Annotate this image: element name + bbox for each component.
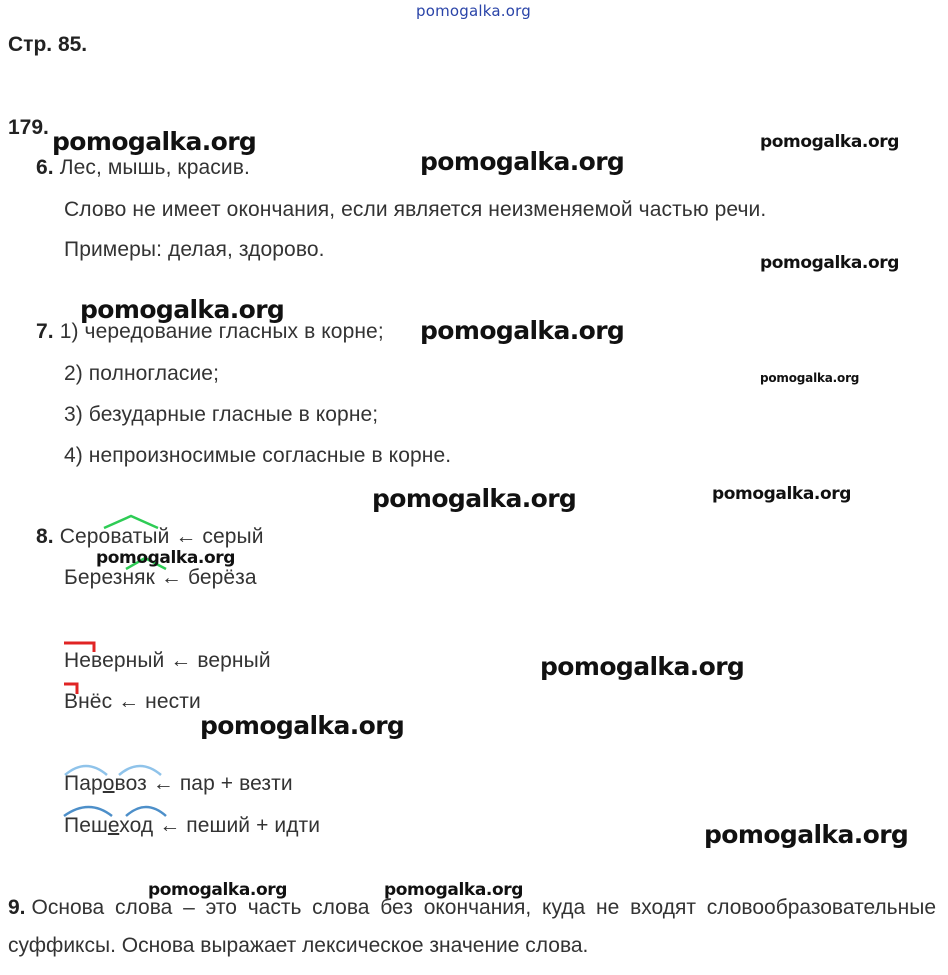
derived-word: Пешеход	[64, 814, 154, 837]
source-word: берёза	[187, 566, 257, 589]
watermark: pomogalka.org	[712, 484, 851, 504]
item-7-text-1: 1) чередование гласных в корне;	[59, 320, 384, 343]
watermark: pomogalka.org	[148, 880, 287, 900]
item-7-line-2: 2) полногласие;	[64, 362, 220, 385]
item-7-line-4: 4) непроизносимые согласные в корне.	[64, 444, 452, 467]
arrow-left: ←	[175, 525, 197, 548]
source-word: пар + везти	[179, 772, 293, 795]
item-6-number: 6.	[36, 156, 54, 179]
arrow-left: ←	[159, 814, 181, 837]
connecting-vowel: е	[107, 814, 120, 837]
item-6-line-2: Слово не имеет окончания, если является неизменяемой частью речи.	[64, 198, 767, 221]
watermark: pomogalka.org	[420, 147, 625, 176]
item-8-row-6	[64, 814, 320, 838]
item-6-text-1: Лес, мышь, красив.	[59, 156, 250, 179]
derived-word: Неверный	[64, 649, 165, 672]
arrow-left: ←	[170, 649, 192, 672]
exercise-number: 179.	[8, 116, 49, 139]
watermark: pomogalka.org	[372, 484, 577, 513]
item-8-row-5	[64, 772, 293, 796]
item-9-text: Основа слова – это часть слова без окончания, куда не входят словообразовательные суффиксы. Основа выражает лексическое значение слова.	[8, 896, 936, 957]
item-8-row-3	[64, 649, 271, 673]
item-7-number: 7.	[36, 320, 54, 343]
watermark: pomogalka.org	[80, 295, 285, 324]
watermark: pomogalka.org	[760, 132, 899, 152]
source-word: серый	[202, 525, 264, 548]
derived-word: Сероватый	[59, 525, 170, 548]
item-8-row-4	[64, 690, 201, 714]
arrow-left: ←	[118, 690, 140, 713]
item-6-line-3: Примеры: делая, здорово.	[64, 238, 325, 261]
connecting-vowel: о	[102, 772, 115, 795]
watermark: pomogalka.org	[52, 127, 257, 156]
page-heading: Стр. 85.	[8, 33, 88, 56]
item-9-paragraph	[8, 889, 936, 965]
watermark: pomogalka.org	[704, 820, 909, 849]
watermark-top: pomogalka.org	[416, 2, 531, 20]
arrow-left: ←	[152, 772, 174, 795]
item-9-number: 9.	[8, 896, 26, 919]
item-7-line-3: 3) безударные гласные в корне;	[64, 403, 379, 426]
item-8-row-2	[64, 566, 257, 590]
watermark: pomogalka.org	[384, 880, 523, 900]
arrow-left: ←	[160, 566, 182, 589]
source-word: верный	[197, 649, 271, 672]
source-word: нести	[145, 690, 201, 713]
watermark: pomogalka.org	[96, 548, 235, 568]
item-6-line-1	[36, 156, 250, 180]
derived-word: Внёс	[64, 690, 113, 713]
watermark: pomogalka.org	[420, 316, 625, 345]
derived-word: Паровоз	[64, 772, 147, 795]
item-8-number: 8.	[36, 525, 54, 548]
watermark: pomogalka.org	[200, 711, 405, 740]
source-word: пеший + идти	[186, 814, 321, 837]
watermark: pomogalka.org	[760, 253, 899, 273]
derived-word: Березняк	[64, 566, 155, 589]
item-8-row-1	[36, 525, 264, 549]
watermark: pomogalka.org	[760, 371, 860, 385]
watermark: pomogalka.org	[540, 652, 745, 681]
